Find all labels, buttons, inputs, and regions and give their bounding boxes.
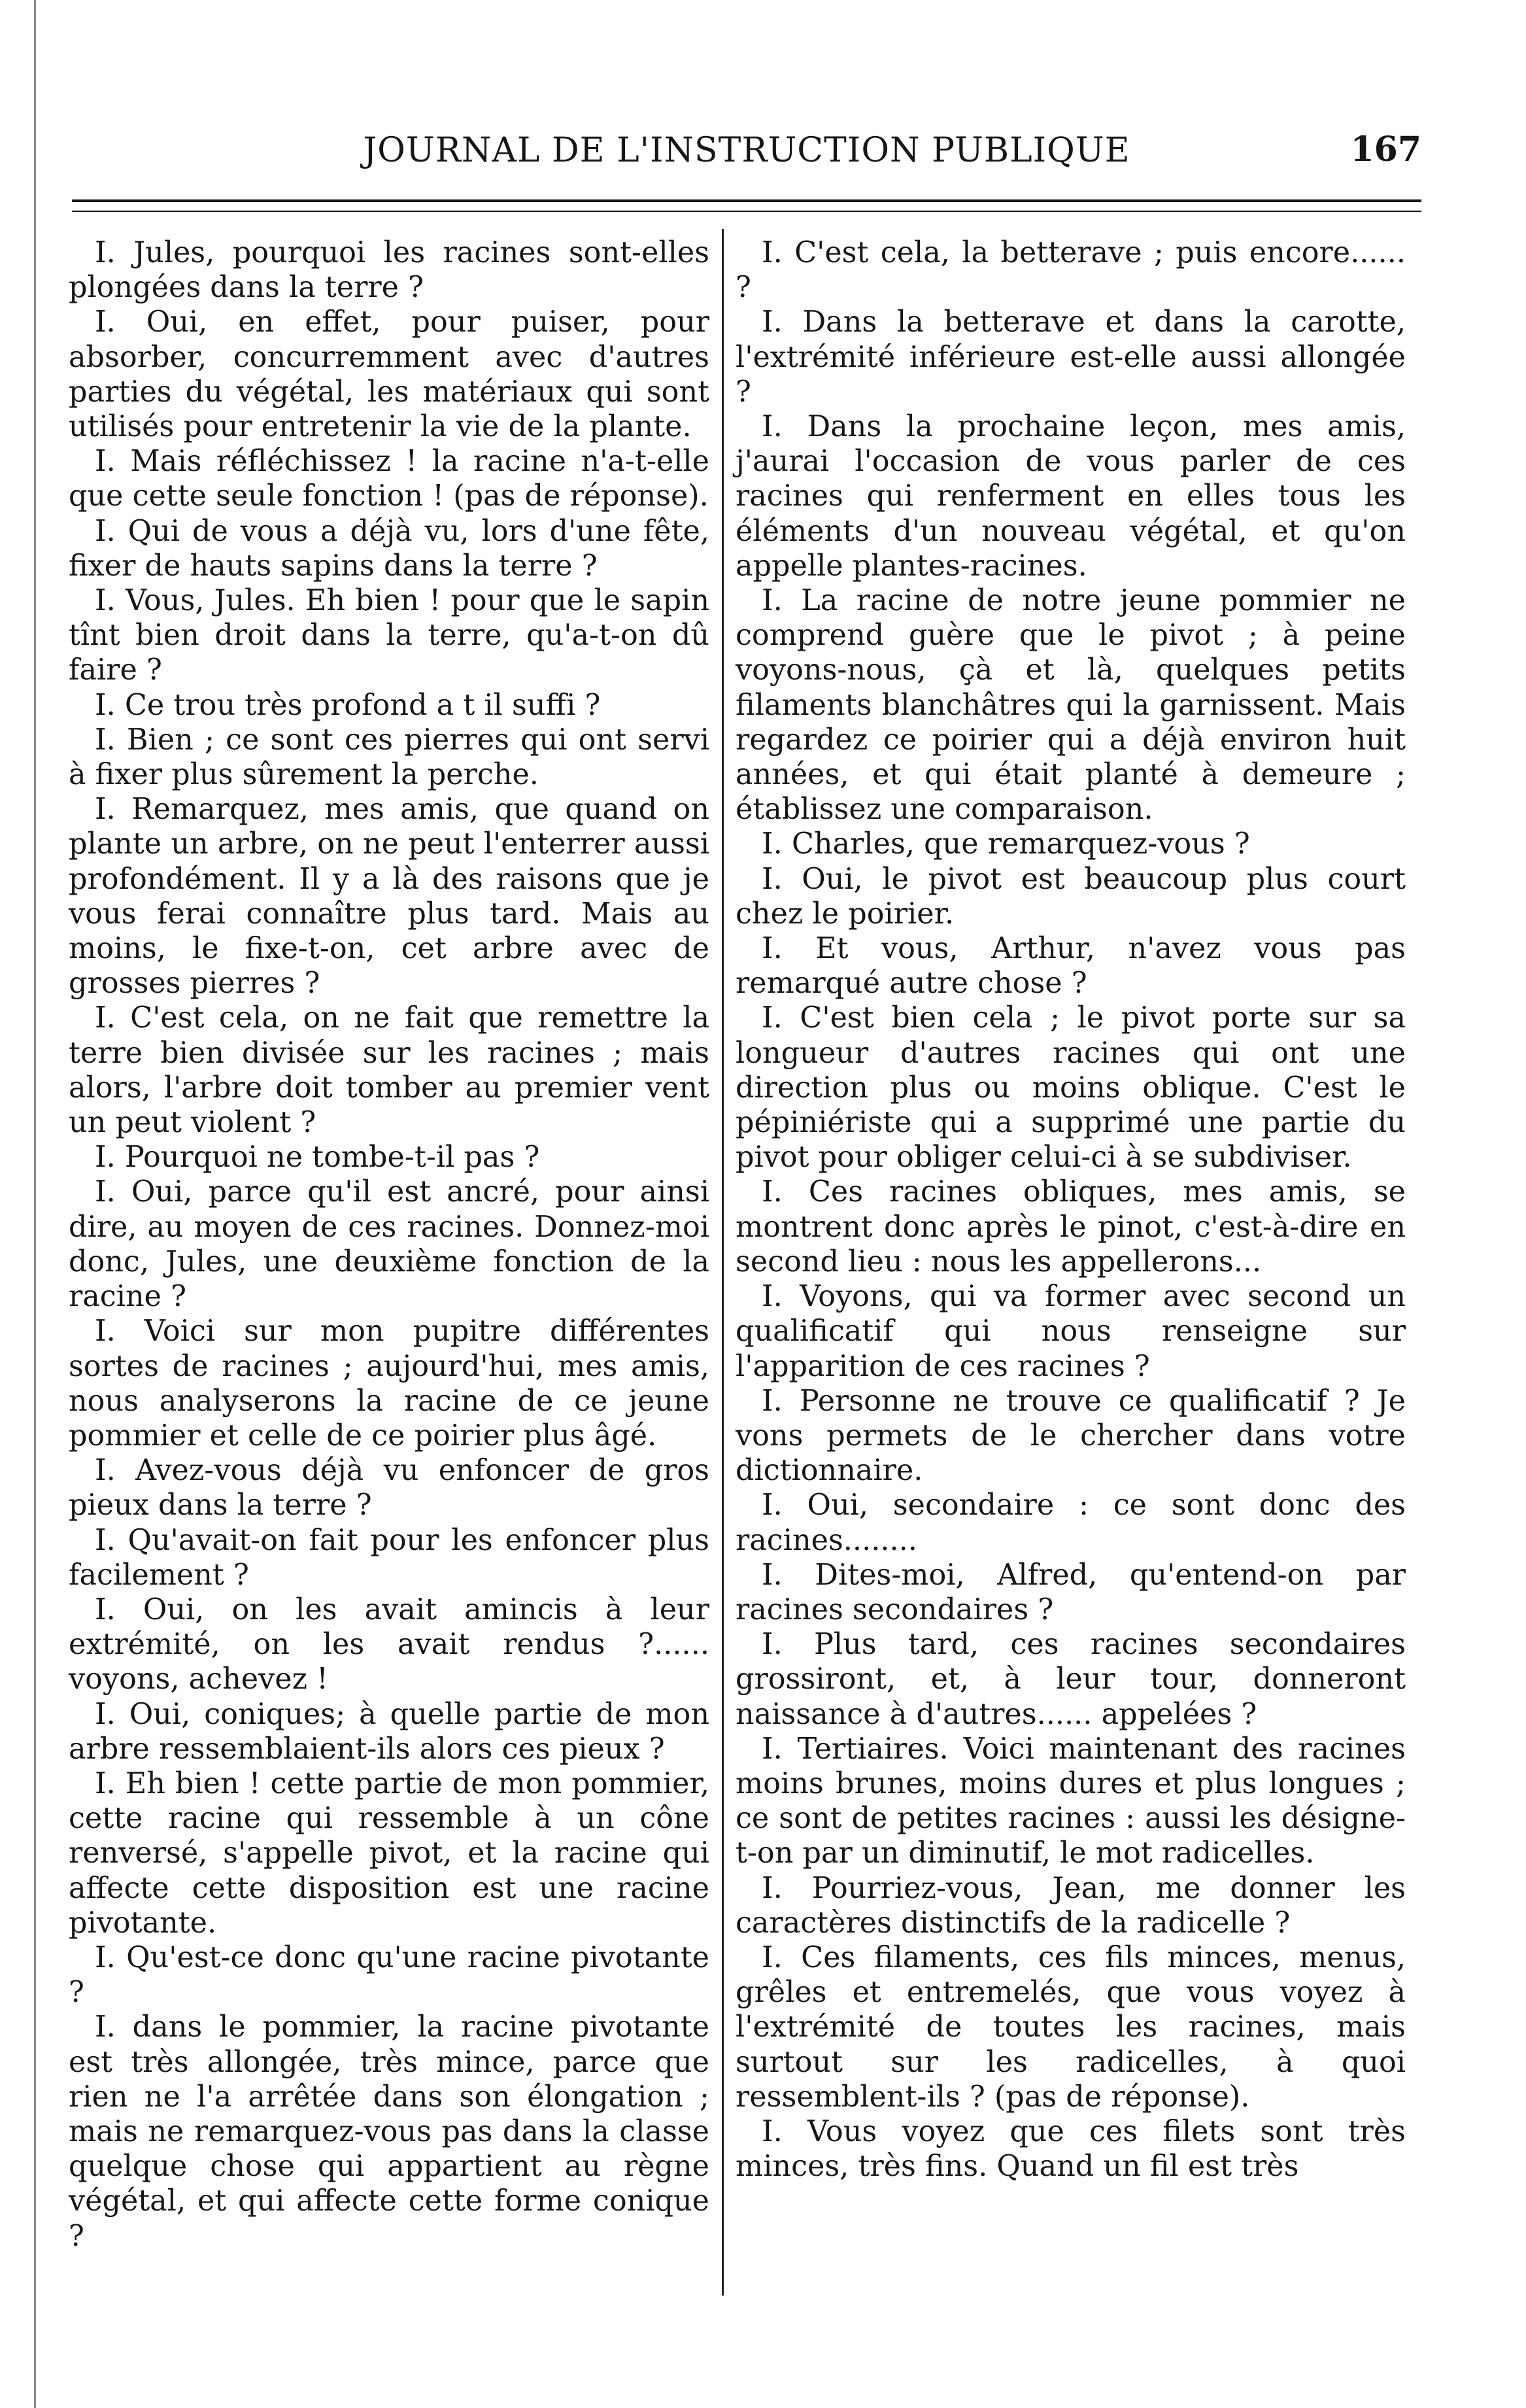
page-number: 167 — [1350, 129, 1421, 169]
paragraph: I. Dites-moi, Alfred, qu'entend-on par racines secondaires ? — [736, 1558, 1406, 1626]
paragraph: I. La racine de notre jeune pommier ne comprend guère que le pivot ; à peine voyons-nous, çà et là, quelques petits filaments blanchâtres qui la garnissent. Mais regardez ce poirier qui a déjà environ huit années, et qui était planté à demeure ; établissez une comparaison. — [736, 584, 1406, 827]
header-rule-thick — [72, 199, 1421, 202]
paragraph: I. Oui, secondaire : ce sont donc des racines........ — [736, 1488, 1406, 1557]
paragraph: I. Dans la betterave et dans la carotte, l'extrémité inférieure est-elle aussi allongée ? — [736, 305, 1406, 409]
paragraph: I. C'est cela, on ne fait que remettre la terre bien divisée sur les racines ; mais alors, l'arbre doit tomber au premier vent un peut violent ? — [69, 1001, 709, 1140]
left-column — [69, 235, 709, 2254]
paragraph: I. Et vous, Arthur, n'avez vous pas remarqué autre chose ? — [736, 932, 1406, 1001]
header-rule-thin — [72, 211, 1421, 212]
paragraph: I. Oui, on les avait amincis à leur extrémité, on les avait rendus ?...... voyons, achevez ! — [69, 1592, 709, 1696]
paragraph: I. Tertiaires. Voici maintenant des racines moins brunes, moins dures et plus longues ; ce sont de petites racines : aussi les désigne-t-on par un diminutif, le mot radicelles. — [736, 1732, 1406, 1870]
journal-title: JOURNAL DE L'INSTRUCTION PUBLIQUE — [363, 131, 1130, 170]
paragraph: I. Oui, le pivot est beaucoup plus court chez le poirier. — [736, 862, 1406, 931]
paragraph: I. Mais réfléchissez ! la racine n'a-t-elle que cette seule fonction ! (pas de réponse). — [69, 445, 709, 513]
paragraph: I. Pourquoi ne tombe-t-il pas ? — [95, 1141, 540, 1175]
paragraph: I. Charles, que remarquez-vous ? — [762, 827, 1250, 861]
paragraph: I. Bien ; ce sont ces pierres qui ont servi à fixer plus sûrement la perche. — [69, 723, 709, 792]
paragraph: I. Vous, Jules. Eh bien ! pour que le sapin tînt bien droit dans la terre, qu'a-t-on dû faire ? — [69, 584, 709, 687]
paragraph: I. Personne ne trouve ce qualificatif ? Je vons permets de le chercher dans votre dictionnaire. — [736, 1384, 1406, 1488]
paragraph: I. Ce trou très profond a t il suffi ? — [95, 688, 601, 722]
paragraph: I. Oui, parce qu'il est ancré, pour ainsi dire, au moyen de ces racines. Donnez-moi donc, Jules, une deuxième fonction de la racine ? — [69, 1175, 709, 1314]
paragraph: I. Voici sur mon pupitre différentes sortes de racines ; aujourd'hui, mes amis, nous analyserons la racine de ce jeune pommier et celle de ce poirier plus âgé. — [69, 1315, 709, 1453]
paragraph: I. Oui, coniques; à quelle partie de mon arbre ressemblaient-ils alors ces pieux ? — [69, 1697, 709, 1766]
paragraph: I. Ces filaments, ces fils minces, menus, grêles et entremelés, que vous voyez à l'extrémité de toutes les racines, mais surtout sur les radicelles, à quoi ressemblent-ils ? (pas de réponse). — [736, 1940, 1406, 2114]
paragraph: I. Vous voyez que ces filets sont très minces, très fins. Quand un fil est très — [736, 2114, 1406, 2184]
paragraph: I. Pourriez-vous, Jean, me donner les caractères distinctifs de la radicelle ? — [736, 1871, 1406, 1940]
paragraph: I. Dans la prochaine leçon, mes amis, j'aurai l'occasion de vous parler de ces racines qui renferment en elles tous les éléments d'un nouveau végétal, et qu'on appelle plantes-racines. — [736, 410, 1406, 583]
paragraph: I. Oui, en effet, pour puiser, pour absorber, concurremment avec d'autres parties du végétal, les matériaux qui sont utilisés pour entretenir la vie de la plante. — [69, 305, 709, 444]
right-column — [736, 235, 1406, 2184]
running-header — [72, 124, 1421, 183]
paragraph: I. C'est bien cela ; le pivot porte sur sa longueur d'autres racines qui ont une direction plus ou moins oblique. C'est le pépiniériste qui a supprimé une partie du pivot pour obliger celui-ci à se subdiviser. — [736, 1001, 1406, 1175]
paragraph: I. Ces racines obliques, mes amis, se montrent donc après le pinot, c'est-à-dire en second lieu : nous les appellerons... — [736, 1175, 1406, 1279]
paragraph: I. Eh bien ! cette partie de mon pommier, cette racine qui ressemble à un cône renversé, s'appelle pivot, et la racine qui affecte cette disposition est une racine pivotante. — [69, 1766, 709, 1940]
paragraph: I. Qu'est-ce donc qu'une racine pivotante ? — [69, 1940, 709, 2010]
paragraph: I. Remarquez, mes amis, que quand on plante un arbre, on ne peut l'enterrer aussi profondément. Il y a là des raisons que je vous ferai connaître plus tard. Mais au moins, le fixe-t-on, cet arbre avec de grosses pierres ? — [69, 793, 709, 1001]
paragraph: I. Qu'avait-on fait pour les enfoncer plus facilement ? — [69, 1523, 709, 1592]
column-divider — [722, 229, 724, 2296]
paragraph: I. Jules, pourquoi les racines sont-elles plongées dans la terre ? — [69, 236, 709, 305]
paragraph: I. dans le pommier, la racine pivotante est très allongée, très mince, parce que rien ne l'a arrêtée dans son élongation ; mais ne remarquez-vous pas dans la classe quelque chose qui appartient au règne végétal, et qui affecte cette forme conique ? — [69, 2010, 709, 2253]
paragraph: I. C'est cela, la betterave ; puis encore...... ? — [736, 236, 1406, 305]
page-edge-shadow — [34, 0, 36, 2408]
paragraph: I. Voyons, qui va former avec second un qualificatif qui nous renseigne sur l'apparition de ces racines ? — [736, 1280, 1406, 1383]
paragraph: I. Plus tard, ces racines secondaires grossiront, et, à leur tour, donneront naissance à d'autres...... appelées ? — [736, 1628, 1406, 1731]
paragraph: I. Qui de vous a déjà vu, lors d'une fête, fixer de hauts sapins dans la terre ? — [69, 514, 709, 583]
paragraph: I. Avez-vous déjà vu enfoncer de gros pieux dans la terre ? — [69, 1454, 709, 1522]
